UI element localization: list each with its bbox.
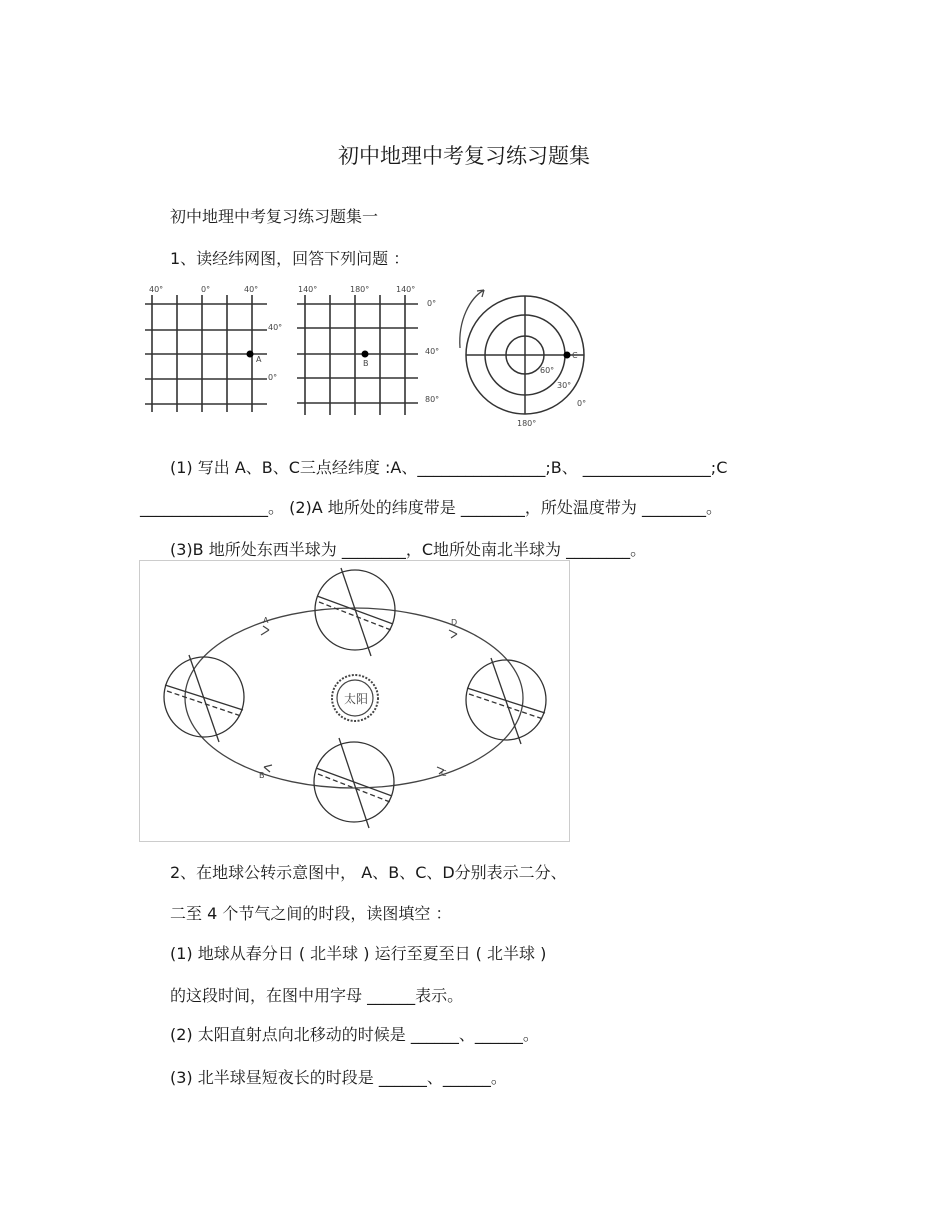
segment-label-a: A <box>263 616 269 625</box>
polar-ring-label: 0° <box>577 399 587 408</box>
grid-b-right-label: 0° <box>427 299 437 308</box>
sun-label: 太阳 <box>344 692 369 706</box>
point-b-label: B <box>363 359 369 368</box>
segment-label-c: C <box>441 769 447 778</box>
grid-a-top-label: 0° <box>201 285 211 294</box>
point-a-label: A <box>256 355 262 364</box>
grid-a-top-label: 40° <box>149 285 164 294</box>
polar-bottom-label: 180° <box>517 419 537 428</box>
rotation-arrow <box>460 290 484 348</box>
point-a-marker <box>247 351 254 358</box>
grid-b <box>297 295 418 415</box>
grid-a-right-label: 0° <box>268 373 278 382</box>
q1-line1: (1) 写出 A、B、C三点经纬度 :A、________________;B、 ________________;C <box>170 458 728 477</box>
segment-label-b: B <box>259 771 265 780</box>
grid-b-top-label: 140° <box>298 285 318 294</box>
q1-prompt: 1、读经纬网图，回答下列问题 ： <box>170 249 410 268</box>
q2-line2: 二至 4 个节气之间的时段，读图填空 ： <box>170 904 452 923</box>
grid-b-right-label: 40° <box>425 347 440 356</box>
q2-line5: (2) 太阳直射点向北移动的时候是 ______、______。 <box>170 1025 539 1044</box>
q1-line3: (3)B 地所处东西半球为 ________，C地所处南北半球为 ________。 <box>170 540 647 559</box>
q2-line6: (3) 北半球昼短夜长的时段是 ______、______。 <box>170 1068 507 1087</box>
graticule-figure <box>140 280 600 430</box>
page-title: 初中地理中考复习练习题集 <box>338 144 590 168</box>
q1-line2: ________________。 (2)A 地所处的纬度带是 ________，所处温度带为 ________。 <box>140 498 722 517</box>
q2-line1: 2、在地球公转示意图中， A、B、C、D分别表示二分、 <box>170 863 567 882</box>
orbit-figure <box>139 560 571 842</box>
grid-b-right-label: 80° <box>425 395 440 404</box>
point-b-marker <box>362 351 369 358</box>
polar-ring-label: 30° <box>557 381 572 390</box>
q2-line3: (1) 地球从春分日 ( 北半球 ) 运行至夏至日 ( 北半球 ) <box>170 944 547 963</box>
q2-line4: 的这段时间，在图中用字母 ______表示。 <box>170 986 464 1005</box>
grid-b-top-label: 180° <box>350 285 370 294</box>
grid-b-top-label: 140° <box>396 285 416 294</box>
polar-ring-label: 60° <box>540 366 555 375</box>
grid-a-top-label: 40° <box>244 285 259 294</box>
segment-label-d: D <box>451 618 458 627</box>
section-subtitle: 初中地理中考复习练习题集一 <box>170 207 379 226</box>
point-c-marker <box>564 352 571 359</box>
point-c-label: C <box>572 351 578 360</box>
grid-a-right-label: 40° <box>268 323 283 332</box>
